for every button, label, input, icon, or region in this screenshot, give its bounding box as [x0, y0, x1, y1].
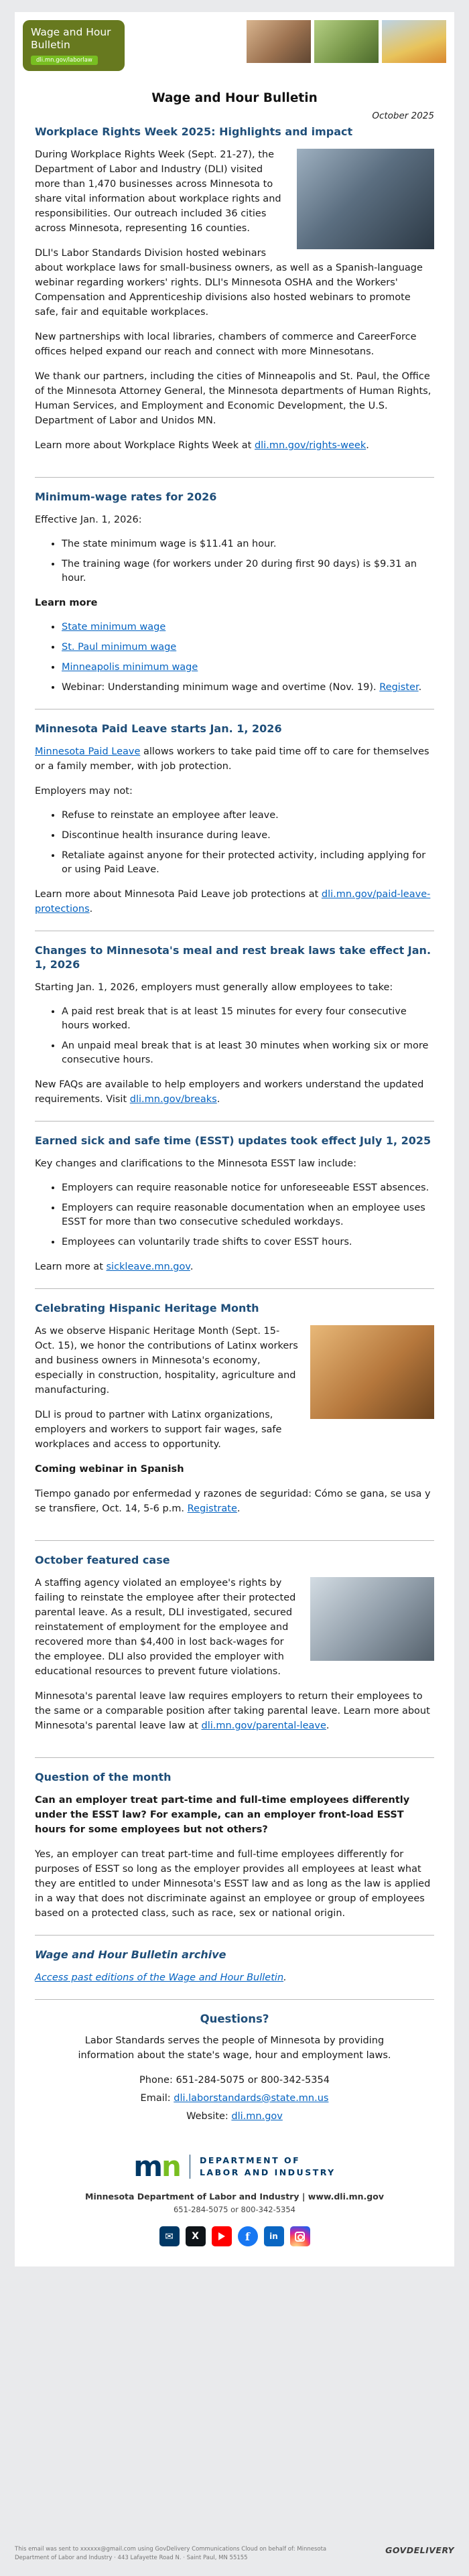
email-line — [35, 2092, 434, 2106]
sickleave-link[interactable]: sickleave.mn.gov — [106, 1261, 190, 1272]
section-divider — [35, 1935, 434, 1936]
section-paid-leave — [35, 722, 434, 917]
website-line — [35, 2110, 434, 2124]
learn-more-line — [35, 1260, 434, 1274]
state-minimum-wage-link[interactable]: State minimum wage — [62, 622, 166, 633]
x-glyph: X — [192, 2231, 199, 2242]
department-name-line2: LABOR AND INDUSTRY — [199, 2167, 336, 2178]
newsletter-header — [15, 12, 454, 78]
registrate-link[interactable]: Registrate — [187, 1503, 237, 1515]
brand-title — [31, 26, 118, 52]
text-run: Webinar: Understanding minimum wage and overtime (Nov. 19). — [62, 682, 380, 693]
photo-case-meeting — [310, 1577, 434, 1661]
list-item: • The state minimum wage is $11.41 an hour. — [62, 537, 434, 551]
department-name-line1: DEPARTMENT OF — [199, 2155, 301, 2166]
header-photo-construction-worker — [382, 20, 446, 63]
paragraph: Key changes and clarifications to the Minnesota ESST law include: — [35, 1158, 356, 1169]
learn-more-line — [35, 887, 434, 917]
section-minimum-wage — [35, 490, 434, 695]
paid-leave-protections-link[interactable]: dli.mn.gov/paid-leave-protections — [35, 889, 431, 915]
website-link[interactable]: dli.mn.gov — [231, 2110, 283, 2122]
text-run: . — [418, 682, 422, 693]
section-divider — [35, 1757, 434, 1758]
list-item — [62, 661, 434, 675]
section-title: Celebrating Hispanic Heritage Month — [35, 1302, 259, 1315]
parental-leave-link[interactable]: dli.mn.gov/parental-leave — [201, 1720, 326, 1732]
section-featured-case — [35, 1554, 434, 1743]
minnesota-paid-leave-link[interactable]: Minnesota Paid Leave — [35, 746, 141, 758]
facebook-glyph: f — [245, 2230, 250, 2243]
breaks-link[interactable]: dli.mn.gov/breaks — [129, 1094, 217, 1105]
paragraph — [35, 1689, 434, 1733]
paragraph: New partnerships with local libraries, chambers of commerce and CareerForce offices helped expand our reach and connect with more Minnesotans. — [35, 332, 417, 358]
text-run: . — [89, 904, 93, 915]
list-item: • Employers can require reasonable documentation when an employee uses ESST for more than two consecutive scheduled workdays. — [62, 1201, 434, 1229]
brand-logo-box — [23, 20, 125, 71]
paragraph: During Workplace Rights Week (Sept. 21-27), the Department of Labor and Industry (DLI) visited more than 1,470 businesses across Minnesota to share vital information about workplace rights and responsibilities. Our outreach included 36 cities across Minnesota, representing 16 counties. — [35, 149, 281, 234]
list-item: • The training wage (for workers under 20 during first 90 days) is $9.31 an hour. — [62, 557, 434, 586]
section-divider — [35, 1540, 434, 1541]
section-title: Earned sick and safe time (ESST) updates took effect July 1, 2025 — [35, 1134, 431, 1148]
question-text: Can an employer treat part-time and full-time employees differently under the ESST law? For example, can an employer front-load ESST hours for some employees but not others? — [35, 1795, 410, 1836]
webinar-line — [35, 1487, 434, 1516]
email-icon[interactable] — [159, 2226, 180, 2246]
list-item: • Discontinue health insurance during leave. — [62, 829, 434, 843]
section-workplace-rights-week — [35, 125, 434, 463]
archive-line — [35, 1970, 434, 1985]
section-divider — [35, 1121, 434, 1122]
paragraph: As we observe Hispanic Heritage Month (Sept. 15-Oct. 15), we honor the contributions of Latinx workers and business owners in Minnesota's economy, especially in construction, hospitality, agriculture and manufacturing. — [35, 1325, 298, 1396]
mn-logo — [133, 2150, 180, 2183]
archive-link[interactable]: Access past editions of the Wage and Hour Bulletin — [35, 1972, 284, 1984]
newsletter-title: Wage and Hour Bulletin — [151, 91, 318, 105]
fineprint-text: This email was sent to xxxxxx@gmail.com using GovDelivery Communications Cloud on behalf of: Minnesota Department of Labor and Industry · 443 Lafayette Road N. · Saint Paul, MN 55155 — [15, 2545, 327, 2561]
webinar-heading: Coming webinar in Spanish — [35, 1464, 184, 1475]
camera-glyph — [295, 2232, 305, 2242]
text-run: New FAQs are available to help employers and workers understand the updated requirements. Visit — [35, 1079, 424, 1105]
section-title: Changes to Minnesota's meal and rest break laws take effect Jan. 1, 2026 — [35, 944, 431, 971]
instagram-icon[interactable] — [290, 2226, 310, 2246]
section-title: October featured case — [35, 1554, 170, 1567]
st-paul-minimum-wage-link[interactable]: St. Paul minimum wage — [62, 642, 177, 653]
section-title: Minimum-wage rates for 2026 — [35, 490, 217, 504]
text-run: Minnesota's parental leave law requires employers to return their employees to the same or a comparable position after taking parental leave. Learn more about Minnesota's parental leave law at — [35, 1691, 430, 1732]
govdelivery-logo: GOVDELIVERY — [385, 2545, 454, 2555]
list-item: • Employees can voluntarily trade shifts to cover ESST hours. — [62, 1235, 434, 1249]
issue-date: October 2025 — [372, 111, 434, 121]
email-footer — [15, 2134, 454, 2266]
paragraph: Employers may not: — [35, 786, 133, 797]
bullet-list — [35, 1181, 434, 1249]
play-glyph — [218, 2232, 225, 2240]
masthead — [35, 91, 434, 121]
text-run: Learn more at — [35, 1261, 107, 1272]
section-hispanic-heritage — [35, 1302, 434, 1526]
list-item — [62, 620, 434, 634]
text-run: Tiempo ganado por enfermedad y razones de seguridad: Cómo se gana, se usa y se transfiere, Oct. 14, 5-6 p.m. — [35, 1489, 431, 1515]
paragraph: A staffing agency violated an employee's rights by failing to reinstate the employee after their protected parental leave. As a result, DLI investigated, secured reinstatement of employment for the employee and recovered more than $4,400 in lost back-wages for the employee. DLI also provided the employer with educational resources to prevent future violations. — [35, 1577, 296, 1678]
list-item: • Retaliate against anyone for their protected activity, including applying for or using Paid Leave. — [62, 849, 434, 877]
link-list — [35, 620, 434, 695]
text-run: Phone: — [139, 2075, 176, 2086]
text-run: . — [366, 440, 369, 452]
paragraph: DLI is proud to partner with Latinx organizations, employers and workers to support fair wages, safe workplaces and access to opportunity. — [35, 1409, 282, 1450]
x-twitter-icon[interactable] — [186, 2226, 206, 2246]
brand-title-line2: Bulletin — [31, 38, 70, 51]
paragraph — [35, 744, 434, 774]
contact-email-link[interactable]: dli.laborstandards@state.mn.us — [174, 2092, 329, 2104]
list-item: • A paid rest break that is at least 15 minutes for every four consecutive hours worked. — [62, 1005, 434, 1033]
brand-title-line1: Wage and Hour — [31, 26, 111, 38]
text-run: . — [190, 1261, 194, 1272]
laborlaw-link-button[interactable]: dli.mn.gov/laborlaw — [31, 56, 98, 65]
bullet-list — [35, 537, 434, 586]
text-run: Website: — [186, 2110, 232, 2122]
header-photos — [247, 20, 446, 63]
linkedin-icon[interactable] — [264, 2226, 284, 2246]
text-run: . — [326, 1720, 330, 1732]
learn-more-heading: Learn more — [35, 598, 98, 609]
facebook-icon[interactable] — [238, 2226, 258, 2246]
bullet-list — [35, 1005, 434, 1067]
mn-dli-logo — [28, 2150, 441, 2183]
paragraph: DLI's Labor Standards Division hosted webinars about workplace laws for small-business owners, as well as a Spanish-language webinar regarding workers' rights. DLI's Minnesota OSHA and the Workers' Compensation and Apprenticeship divisions also hosted webinars to promote safe, fair and equitable workplaces. — [35, 247, 423, 318]
webinar-register-link[interactable]: Register — [379, 682, 419, 693]
footer-phone-line: 651-284-5075 or 800-342-5354 — [173, 2205, 295, 2215]
header-photo-gardener — [314, 20, 379, 63]
section-divider — [35, 1288, 434, 1289]
bullet-list — [35, 809, 434, 877]
phone-number: 651-284-5075 or 800-342-5354 — [176, 2075, 330, 2086]
paragraph: We thank our partners, including the cities of Minneapolis and St. Paul, the Office of the Minnesota Attorney General, the Minnesota departments of Human Rights, Human Services, and Employment and Economic Development, the U.S. Department of Labor and Unidos MN. — [35, 371, 431, 427]
linkedin-glyph: in — [269, 2232, 278, 2242]
text-run: allows workers to take paid time off to care for themselves or a family member, with job protection. — [35, 746, 429, 772]
list-item — [62, 640, 434, 655]
minneapolis-minimum-wage-link[interactable]: Minneapolis minimum wage — [62, 662, 198, 673]
text-run: . — [216, 1094, 220, 1105]
rights-week-link[interactable]: dli.mn.gov/rights-week — [254, 440, 366, 452]
mn-logo-n: n — [161, 2150, 180, 2183]
photo-rights-week-selfie — [297, 149, 434, 249]
header-photo-office-worker — [247, 20, 311, 63]
govdelivery-fineprint — [0, 2534, 469, 2576]
social-icons — [28, 2226, 441, 2246]
section-title: Question of the month — [35, 1771, 172, 1784]
email-content — [15, 78, 454, 2134]
section-title: Minnesota Paid Leave starts Jan. 1, 2026 — [35, 722, 282, 736]
section-archive — [35, 1948, 434, 1985]
questions-title: Questions? — [200, 2013, 269, 2026]
questions-body: Labor Standards serves the people of Minnesota by providing information about the state's wage, hour and employment laws. — [78, 2035, 391, 2061]
text-run: . — [283, 1972, 287, 1984]
text-run: Email: — [140, 2092, 174, 2104]
list-item: • Employers can require reasonable notice for unforeseeable ESST absences. — [62, 1181, 434, 1195]
section-title: Workplace Rights Week 2025: Highlights and impact — [35, 125, 353, 138]
phone-line — [35, 2074, 434, 2088]
section-esst-updates — [35, 1134, 434, 1274]
learn-more-line — [35, 1077, 434, 1107]
department-name — [200, 2155, 336, 2179]
section-divider — [35, 1999, 434, 2000]
learn-more-line — [35, 438, 434, 453]
mn-logo-m: m — [133, 2150, 162, 2183]
section-divider — [35, 477, 434, 478]
section-question-of-month — [35, 1771, 434, 1921]
envelope-glyph: ✉ — [165, 2230, 174, 2243]
text-run: Learn more about Workplace Rights Week at — [35, 440, 255, 452]
section-questions — [35, 2013, 434, 2124]
section-meal-rest-breaks — [35, 944, 434, 1107]
text-run: Learn more about Minnesota Paid Leave job protections at — [35, 889, 322, 900]
answer-text: Yes, an employer can treat part-time and full-time employees differently for purposes of ESST so long as the employer provides all employees at least what they are entitled to under Minnesota's ESST law and as long as the law is applied in a way that does not discriminate against an employee or group of employees based on a protected class, such as race, sex or national origin. — [35, 1849, 431, 1919]
email-body — [15, 12, 454, 2266]
list-item — [62, 681, 434, 695]
paragraph: Effective Jan. 1, 2026: — [35, 515, 142, 526]
list-item: • Refuse to reinstate an employee after leave. — [62, 809, 434, 823]
youtube-icon[interactable] — [212, 2226, 232, 2246]
archive-title: Wage and Hour Bulletin archive — [35, 1948, 226, 1962]
list-item: • An unpaid meal break that is at least 30 minutes when working six or more consecutive hours. — [62, 1039, 434, 1067]
footer-org-line: Minnesota Department of Labor and Industry | www.dli.mn.gov — [85, 2191, 384, 2202]
text-run: . — [237, 1503, 241, 1515]
paragraph: Starting Jan. 1, 2026, employers must generally allow employees to take: — [35, 981, 393, 993]
photo-workshop-worker — [310, 1325, 434, 1419]
